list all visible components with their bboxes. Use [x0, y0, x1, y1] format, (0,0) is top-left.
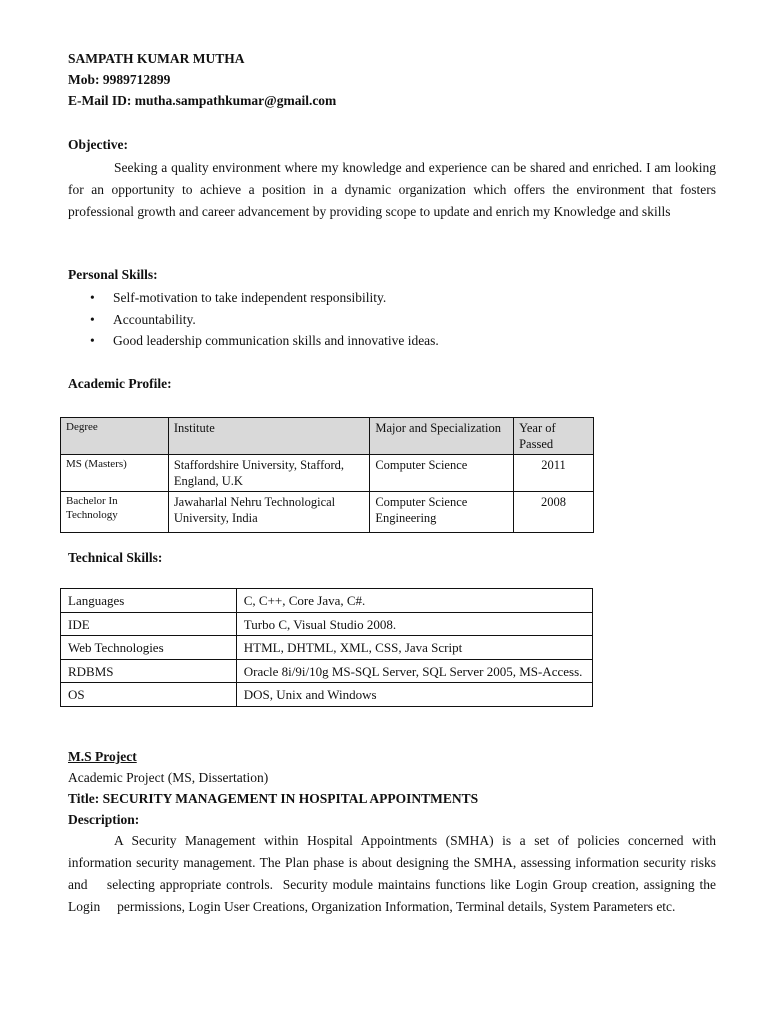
project-description: A Security Management within Hospital Appointments (SMHA) is a set of policies concerned with information security management. The Plan phase is about designing the SMHA, assessing information security risks and selecting appropriate controls. Security module maintains functions like Login Group creation, assigning the Login permissions, Login User Creations, Organization Information, Terminal details, System Parameters etc. — [68, 833, 720, 914]
table-cell: RDBMS — [61, 659, 237, 683]
table-row — [61, 455, 594, 492]
personal-skills-list — [68, 287, 716, 352]
academic-profile-heading: Academic Profile: — [68, 376, 172, 391]
table-cell: MS (Masters) — [61, 455, 169, 492]
skill-text: Accountability. — [113, 311, 196, 327]
table-cell: Computer Science — [370, 455, 514, 492]
list-item — [68, 287, 716, 309]
table-cell: Oracle 8i/9i/10g MS-SQL Server, SQL Server 2005, MS-Access. — [236, 659, 592, 683]
technical-skills-heading: Technical Skills: — [68, 550, 163, 565]
list-item — [68, 309, 716, 331]
table-cell: Staffordshire University, Stafford, England, U.K — [168, 455, 370, 492]
skill-text: Good leadership communication skills and innovative ideas. — [113, 333, 439, 348]
table-row — [61, 659, 593, 683]
academic-table — [60, 417, 594, 533]
table-cell: Computer Science Engineering — [370, 492, 514, 533]
project-subtitle: Academic Project (MS, Dissertation) — [68, 770, 269, 785]
table-row — [61, 683, 593, 707]
technical-skills-table — [60, 588, 593, 707]
table-cell: Bachelor In Technology — [61, 492, 169, 533]
table-row — [61, 612, 593, 636]
column-header: Degree — [61, 418, 169, 455]
email-address: E-Mail ID: mutha.sampathkumar@gmail.com — [68, 93, 337, 108]
description-heading: Description: — [68, 812, 140, 827]
column-header: Year of Passed — [514, 418, 594, 455]
academic-profile-section — [68, 373, 716, 394]
contact-header — [68, 48, 716, 111]
table-row — [61, 492, 594, 533]
skill-text: Self-motivation to take independent responsibility. — [113, 290, 387, 305]
objective-heading: Objective: — [68, 137, 128, 152]
personal-skills-section — [68, 264, 716, 352]
project-title: Title: SECURITY MANAGEMENT IN HOSPITAL APPOINTMENTS — [68, 791, 479, 806]
table-cell: IDE — [61, 612, 237, 636]
project-heading: M.S Project — [68, 749, 137, 764]
table-cell: C, C++, Core Java, C#. — [236, 589, 592, 613]
table-cell: DOS, Unix and Windows — [236, 683, 592, 707]
column-header: Major and Specialization — [370, 418, 514, 455]
project-section — [68, 746, 720, 918]
objective-text: Seeking a quality environment where my knowledge and experience can be shared and enriched. I am looking for an opportunity to achieve a position in a dynamic organization which offers the environment that fosters professional growth and career advancement by providing scope to update and enrich my Knowledge and skills — [68, 160, 716, 219]
table-header-row — [61, 418, 594, 455]
table-cell: 2011 — [514, 455, 594, 492]
personal-skills-heading: Personal Skills: — [68, 267, 158, 282]
bullet-icon: • — [90, 333, 95, 348]
table-row — [61, 589, 593, 613]
technical-skills-section — [68, 547, 716, 568]
bullet-icon: • — [90, 311, 95, 327]
mobile-number: Mob: 9989712899 — [68, 72, 171, 87]
list-item — [68, 330, 716, 352]
table-cell: OS — [61, 683, 237, 707]
table-row — [61, 636, 593, 660]
column-header: Institute — [168, 418, 370, 455]
candidate-name: SAMPATH KUMAR MUTHA — [68, 51, 245, 66]
table-cell: Turbo C, Visual Studio 2008. — [236, 612, 592, 636]
table-cell: Languages — [61, 589, 237, 613]
table-cell: Web Technologies — [61, 636, 237, 660]
objective-section — [68, 134, 716, 223]
table-cell: HTML, DHTML, XML, CSS, Java Script — [236, 636, 592, 660]
table-cell: Jawaharlal Nehru Technological University, India — [168, 492, 370, 533]
bullet-icon: • — [90, 290, 95, 305]
table-cell: 2008 — [514, 492, 594, 533]
